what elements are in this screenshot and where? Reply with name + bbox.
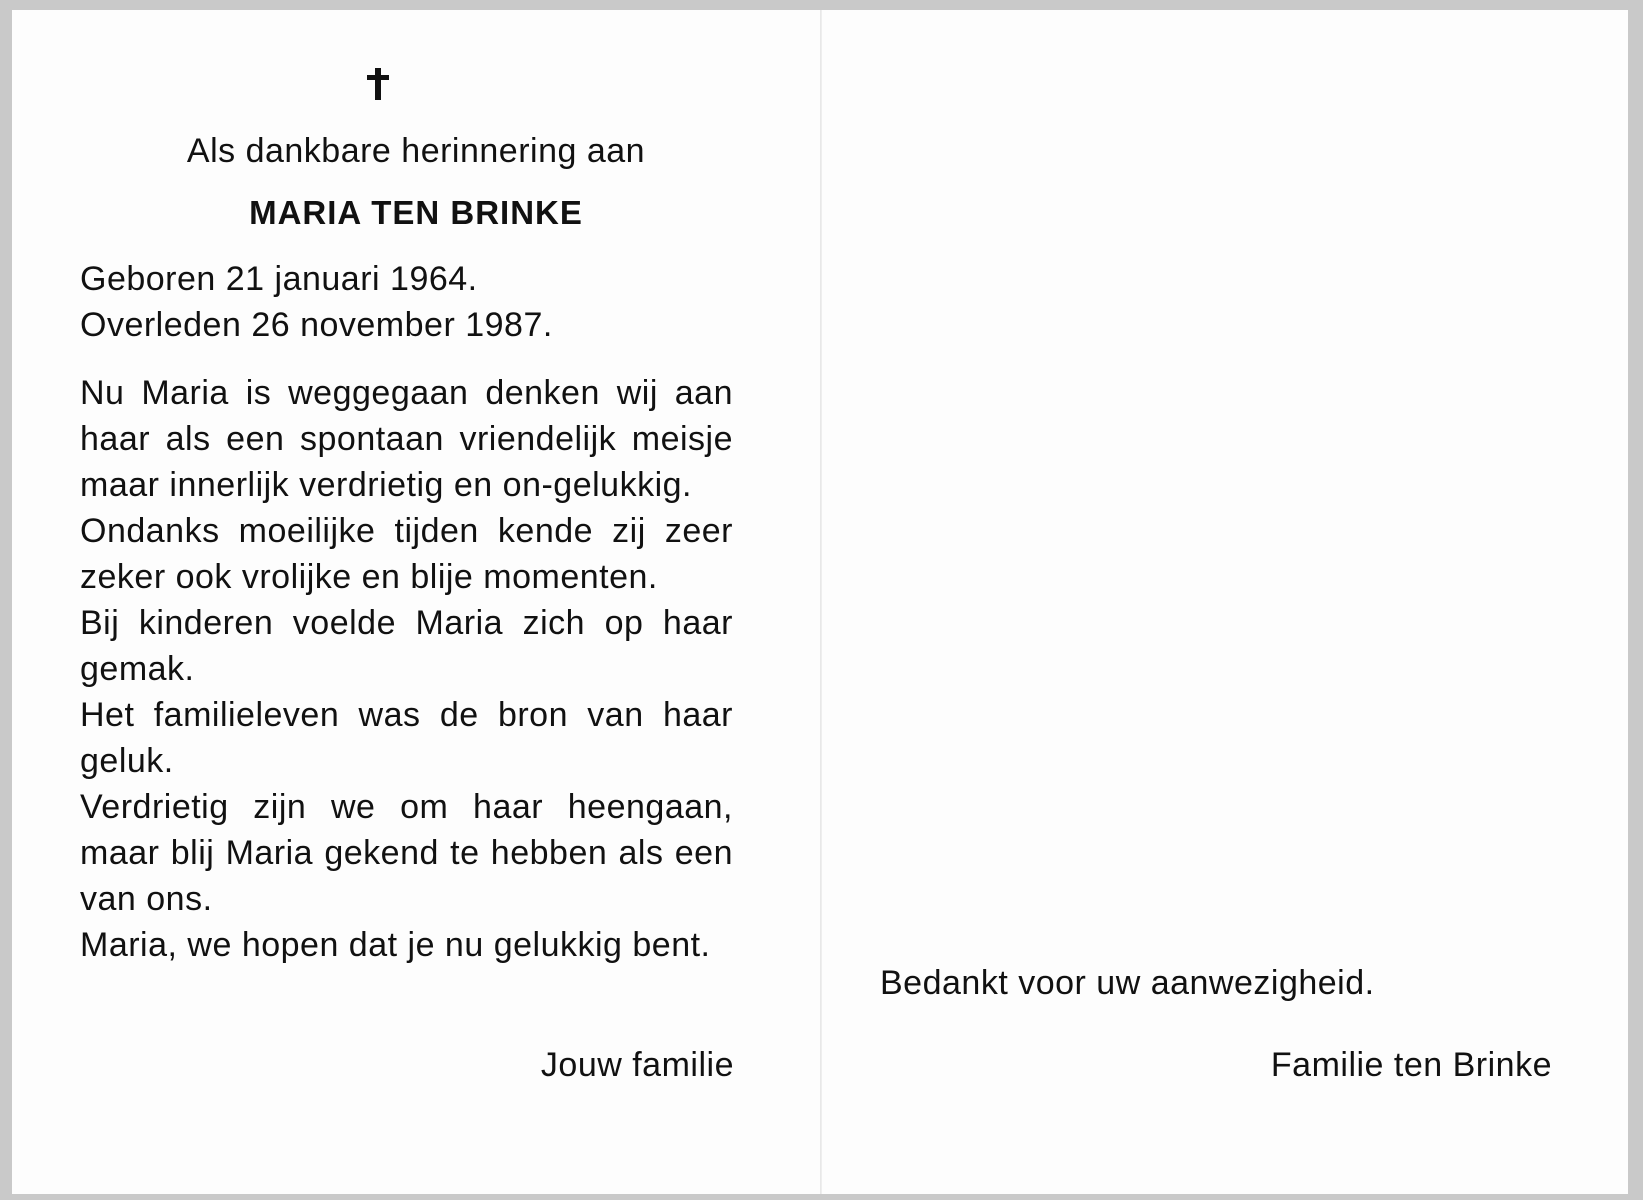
memorial-paragraph: Bij kinderen voelde Maria zich op haar gemak. <box>80 604 733 688</box>
birth-date: Geboren 21 januari 1964. <box>80 260 478 298</box>
memorial-paragraph: Ondanks moeilijke tijden kende zij zeer zeker ook vrolijke en blije momenten. <box>80 512 733 596</box>
memorial-paragraph: Maria, we hopen dat je nu gelukkig bent. <box>80 926 711 964</box>
memorial-paragraph: Het familieleven was de bron van haar geluk. <box>80 696 733 780</box>
deceased-name: MARIA TEN BRINKE <box>249 194 583 231</box>
intro-text: Als dankbare herinnering aan <box>186 132 646 170</box>
latin-cross-icon <box>348 60 408 110</box>
memorial-paragraph: Verdrietig zijn we om haar heengaan, maar blij Maria gekend te hebben als een van ons. <box>80 788 733 918</box>
thanks-text: Bedankt voor uw aanwezigheid. <box>880 964 1375 1002</box>
memorial-paragraph: Nu Maria is weggegaan denken wij aan haar als een spontaan vriendelijk meisje maar innerlijk verdrietig en on-gelukkig. <box>80 374 733 504</box>
right-panel <box>822 10 1628 1194</box>
family-signature: Jouw familie <box>540 1046 734 1084</box>
life-dates <box>80 256 553 348</box>
death-date: Overleden 26 november 1987. <box>80 306 553 344</box>
memorial-card <box>12 10 1628 1194</box>
left-panel <box>12 10 820 1194</box>
family-name-signature: Familie ten Brinke <box>1270 1046 1552 1084</box>
memorial-text <box>80 370 733 968</box>
